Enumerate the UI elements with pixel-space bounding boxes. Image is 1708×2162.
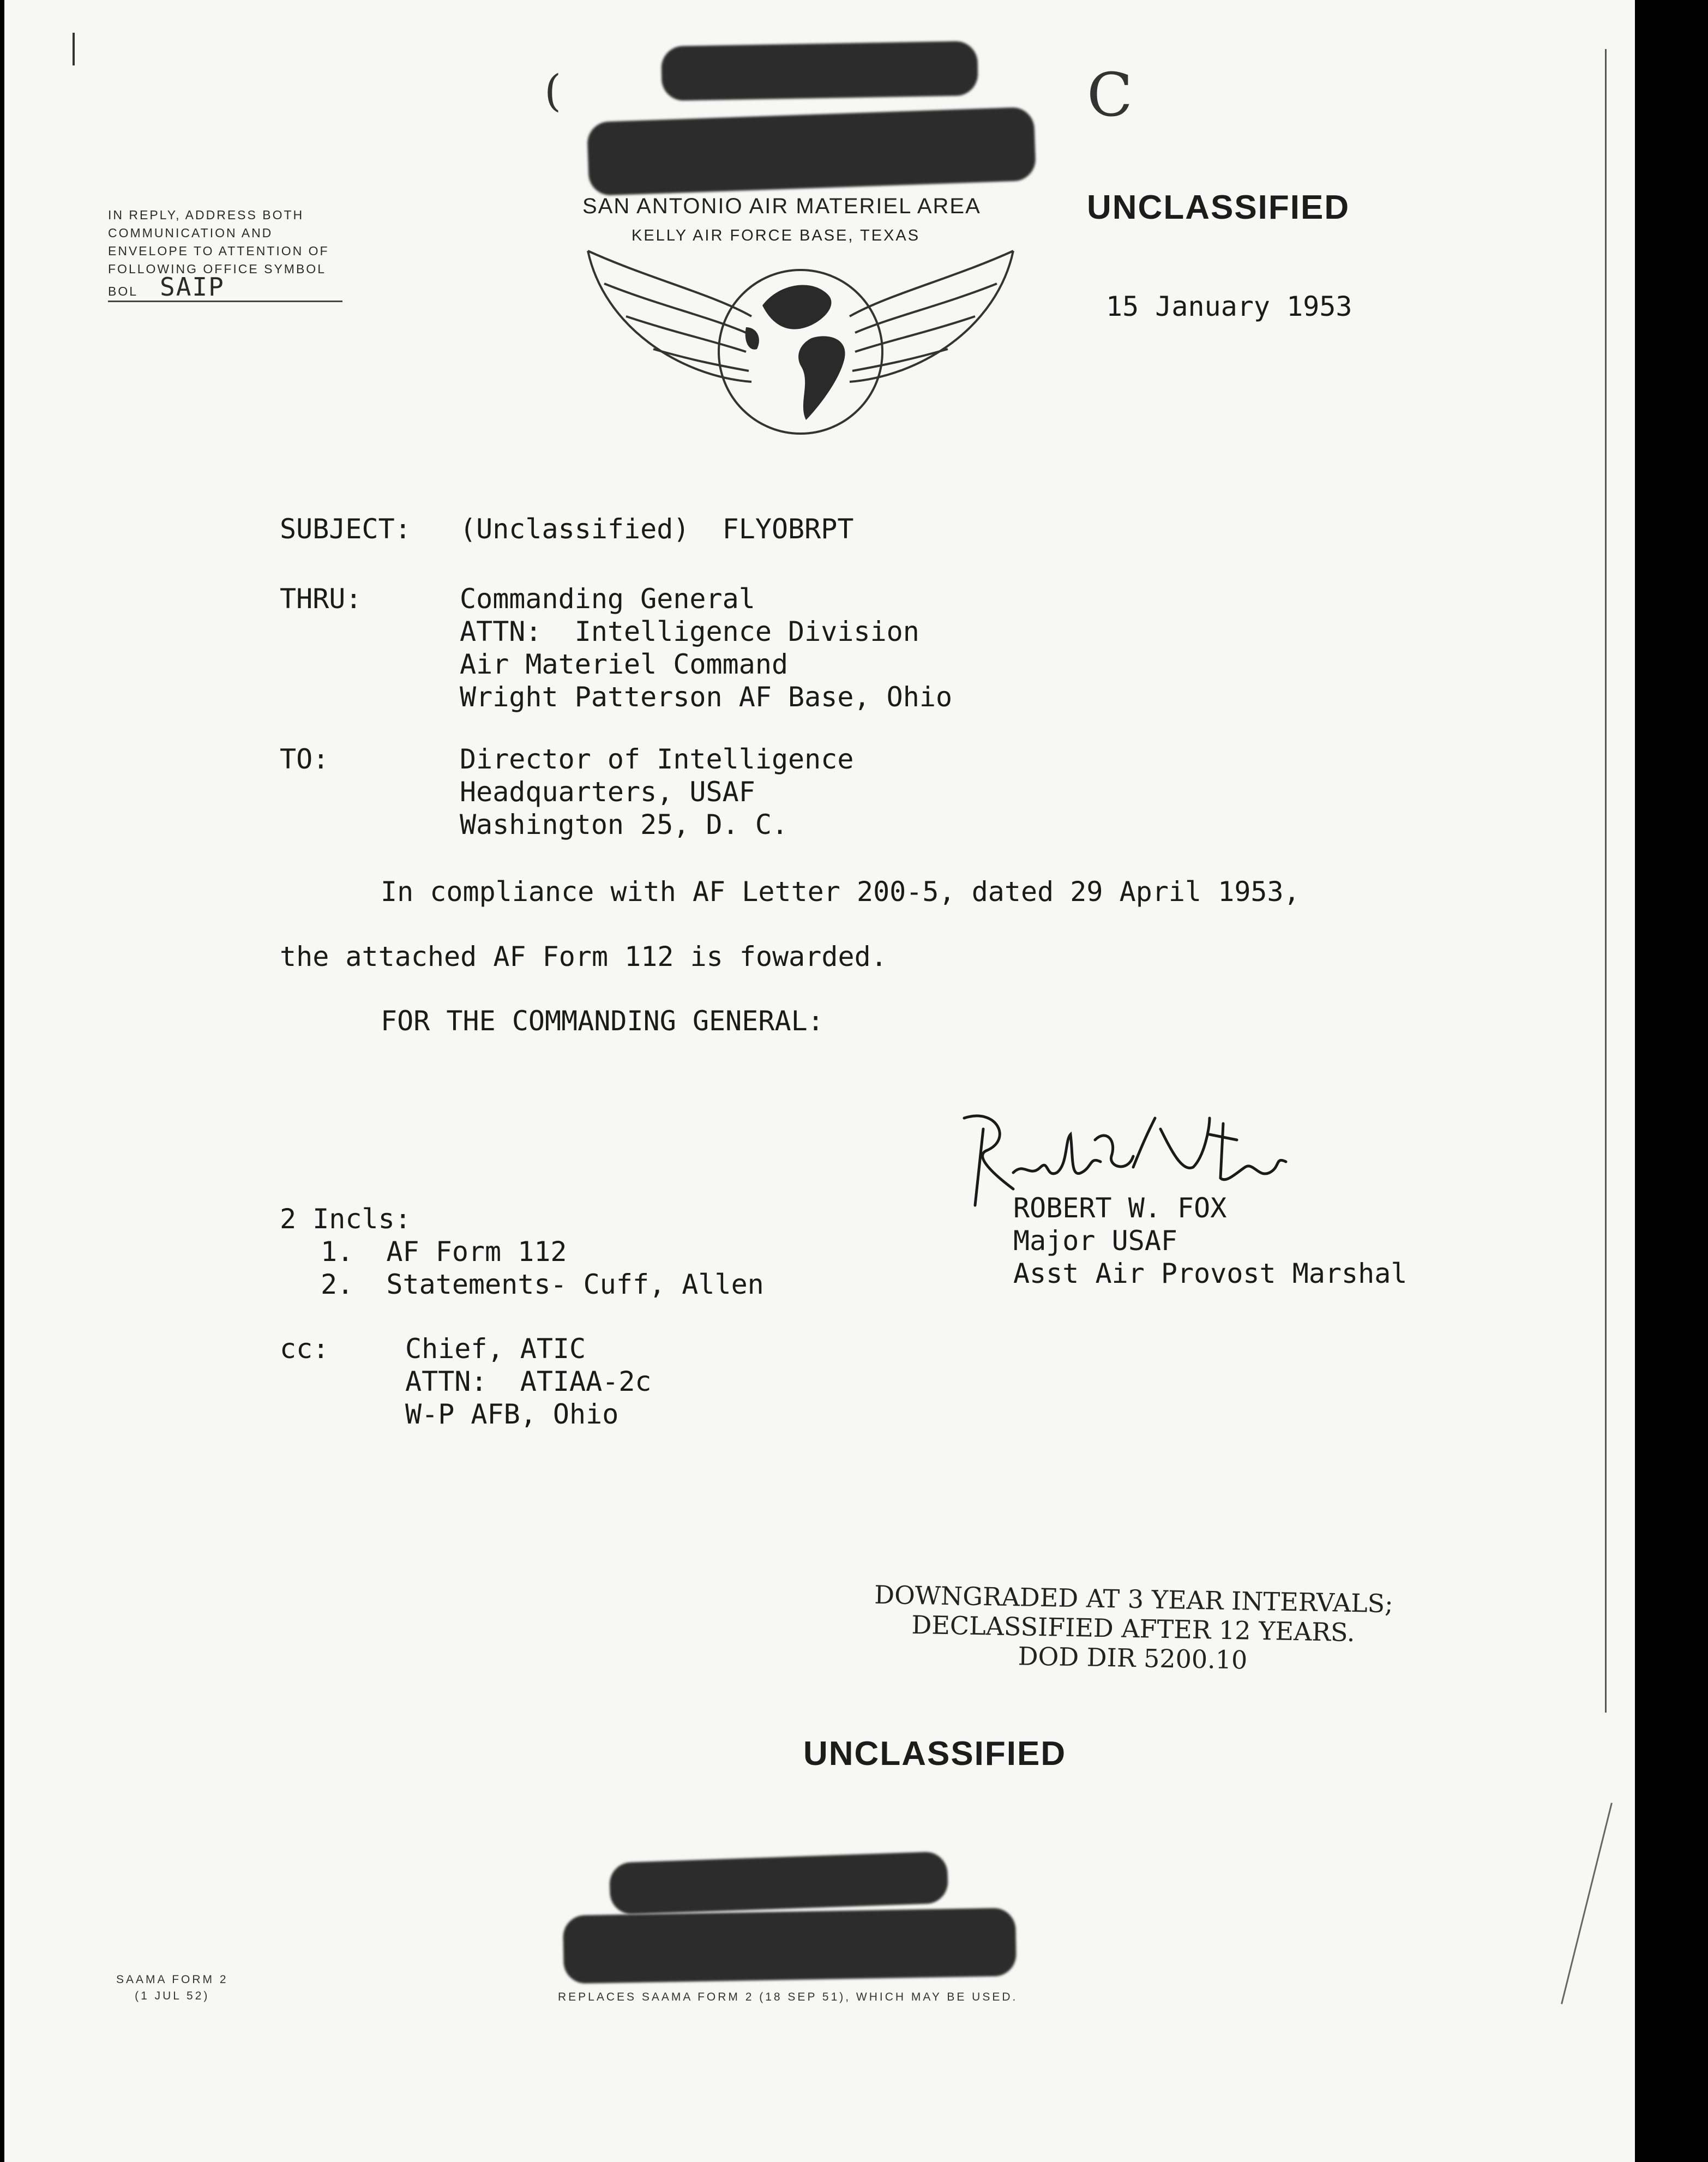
cc-label: cc: — [280, 1333, 329, 1365]
to-label: TO: — [280, 743, 329, 775]
office-symbol: SAIP — [160, 272, 225, 302]
signer-rank: Major USAF — [1013, 1225, 1178, 1257]
classification-stamp-bottom: UNCLASSIFIED — [803, 1735, 1067, 1773]
body-paragraph-line-1: In compliance with AF Letter 200-5, dated 29 April 1953, — [381, 876, 1300, 908]
organization-name: SAN ANTONIO AIR MATERIEL AREA — [582, 194, 981, 218]
inclosures-block — [280, 1203, 764, 1301]
to-block — [280, 743, 853, 841]
downgrade-line: DOD DIR 5200.10 — [1018, 1641, 1248, 1675]
footer-form-date: (1 JUL 52) — [135, 1990, 210, 2002]
reply-instructions: IN REPLY, ADDRESS BOTH COMMUNICATION AND ENVELOPE TO ATTENTION OF FOLLOWING OFFICE SYMBOL — [108, 208, 329, 276]
letter-page — [4, 0, 1635, 2162]
cc-recipient — [405, 1332, 652, 1431]
footer-form-block — [116, 1972, 228, 2004]
signature-block — [1013, 1192, 1407, 1290]
to-line: Director of Intelligence — [460, 743, 854, 775]
thru-line: ATTN: Intelligence Division — [460, 616, 919, 647]
redaction-bottom-2 — [563, 1908, 1017, 1984]
cc-line: W-P AFB, Ohio — [405, 1398, 619, 1430]
thru-line: Air Materiel Command — [460, 648, 789, 680]
closing-line: FOR THE COMMANDING GENERAL: — [381, 1005, 824, 1037]
redaction-bottom-1 — [609, 1851, 949, 1915]
cc-line: Chief, ATIC — [405, 1333, 586, 1365]
stray-mark-right: C — [1087, 60, 1133, 130]
footer-form-id: SAAMA FORM 2 — [116, 1973, 228, 1986]
inclosures-label: 2 Incls: — [280, 1203, 411, 1235]
letter-date: 15 January 1953 — [1106, 291, 1352, 322]
office-symbol-label: BOL — [108, 284, 139, 298]
right-margin-line — [1605, 49, 1607, 1713]
footer-replaces-note: REPLACES SAAMA FORM 2 (18 SEP 51), WHICH MAY BE USED. — [558, 1991, 1018, 2003]
to-address — [460, 743, 853, 841]
thru-address — [460, 582, 952, 713]
reply-instructions-block — [108, 206, 342, 302]
wings-globe-emblem — [582, 245, 1019, 442]
thru-label: THRU: — [280, 583, 362, 615]
classification-stamp-top: UNCLASSIFIED — [1087, 189, 1350, 226]
left-edge-tick — [73, 33, 75, 65]
inclosure-item: 2. Statements- Cuff, Allen — [321, 1269, 764, 1300]
stray-mark-left: ( — [544, 65, 562, 116]
inclosure-item: 1. AF Form 112 — [321, 1236, 567, 1268]
office-symbol-line — [108, 272, 342, 302]
thru-block — [280, 582, 952, 713]
subject-line — [280, 513, 853, 545]
to-line: Headquarters, USAF — [460, 776, 755, 808]
downgrade-line: DECLASSIFIED AFTER 12 YEARS. — [911, 1610, 1355, 1648]
redaction-top-2 — [587, 107, 1036, 196]
subject-value: (Unclassified) FLYOBRPT — [460, 513, 854, 545]
signer-name: ROBERT W. FOX — [1013, 1192, 1227, 1224]
body-paragraph-line-2: the attached AF Form 112 is fowarded. — [280, 941, 887, 972]
right-margin-stroke — [1561, 1803, 1613, 2004]
organization-location: KELLY AIR FORCE BASE, TEXAS — [632, 227, 921, 244]
downgrade-stamp — [822, 1579, 1445, 1678]
signer-title: Asst Air Provost Marshal — [1013, 1258, 1408, 1289]
downgrade-line: DOWNGRADED AT 3 YEAR INTERVALS; — [874, 1580, 1394, 1619]
thru-line: Commanding General — [460, 583, 755, 615]
subject-label: SUBJECT: — [280, 513, 411, 545]
thru-line: Wright Patterson AF Base, Ohio — [460, 681, 953, 713]
redaction-top-1 — [661, 41, 978, 101]
to-line: Washington 25, D. C. — [460, 809, 789, 840]
cc-block — [280, 1332, 652, 1431]
cc-line: ATTN: ATIAA-2c — [405, 1366, 652, 1397]
